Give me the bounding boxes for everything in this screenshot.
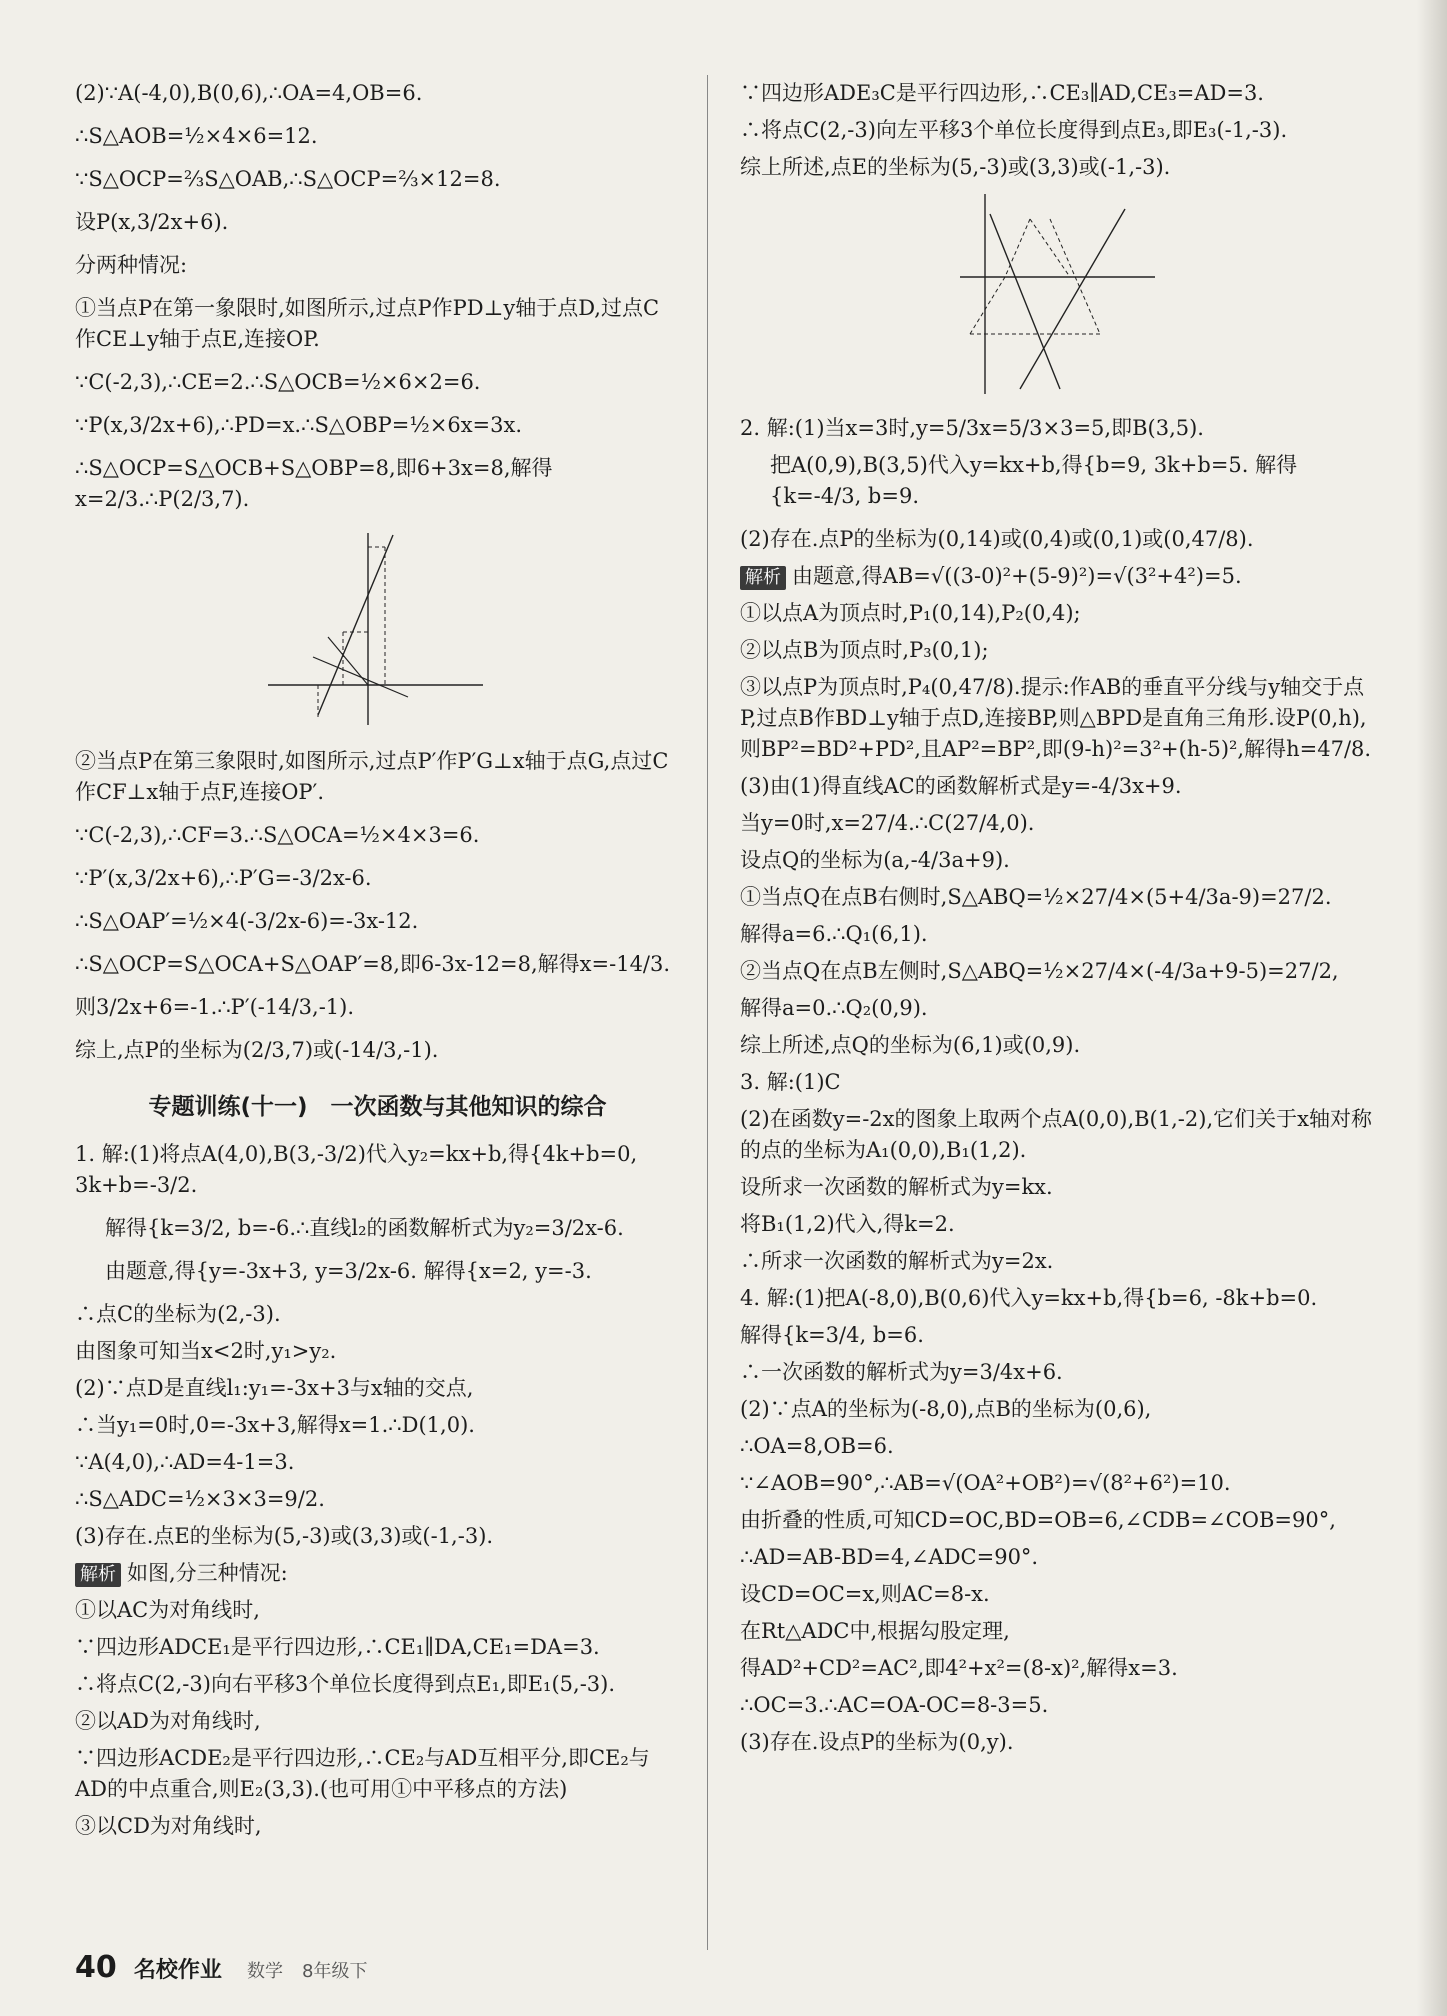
- text-line: ②以AD为对角线时,: [75, 1709, 261, 1733]
- text-line: ③以CD为对角线时,: [75, 1814, 262, 1838]
- text-line: ∵四边形ADE₃C是平行四边形,∴CE₃∥AD,CE₃=AD=3.: [740, 81, 1264, 105]
- text-line: 如图,分三种情况:: [127, 1561, 288, 1585]
- page-edge-shadow: [1417, 0, 1447, 2016]
- text-line: ∵P′(x,3/2x+6),∴P′G=-3/2x-6.: [75, 866, 372, 890]
- text-line: 综上,点P的坐标为(2/3,7)或(-14/3,-1).: [75, 1038, 439, 1062]
- text-line: (3)存在.点E的坐标为(5,-3)或(3,3)或(-1,-3).: [75, 1524, 494, 1548]
- text-line: ②以点B为顶点时,P₃(0,1);: [740, 638, 989, 662]
- text-line: 解得a=0.∴Q₂(0,9).: [740, 996, 928, 1020]
- text-line: 得AD²+CD²=AC²,即4²+x²=(8-x)²,解得x=3.: [740, 1656, 1178, 1680]
- section-heading: 专题训练(十一) 一次函数与其他知识的综合: [148, 1094, 607, 1120]
- right-column: [740, 78, 1380, 1764]
- text-line: ∴S△OCP=S△OCA+S△OAP′=8,即6-3x-12=8,解得x=-14/3.: [75, 952, 671, 976]
- analysis-line: [75, 1558, 680, 1589]
- text-line: 则3/2x+6=-1.∴P′(-14/3,-1).: [75, 995, 355, 1019]
- text-line: (3)存在.设点P的坐标为(0,y).: [740, 1730, 1014, 1754]
- text-line: (2)∵A(-4,0),B(0,6),∴OA=4,OB=6.: [75, 81, 423, 105]
- analysis-line: [740, 561, 1380, 592]
- text-line: ∵P(x,3/2x+6),∴PD=x.∴S△OBP=½×6x=3x.: [75, 413, 523, 437]
- text-line: ②当点Q在点B左侧时,S△ABQ=½×27/4×(-4/3a+9-5)=27/2,: [740, 959, 1339, 983]
- text-line: 由题意,得AB=√((3-0)²+(5-9)²)=√(3²+4²)=5.: [792, 564, 1242, 588]
- text-line: ∴一次函数的解析式为y=3/4x+6.: [740, 1360, 1063, 1384]
- analysis-tag: 解析: [75, 1563, 121, 1587]
- text-line: ∴S△AOB=½×4×6=12.: [75, 124, 318, 148]
- text-line: 当y=0时,x=27/4.∴C(27/4,0).: [740, 811, 1035, 835]
- text-line: ∴S△OAP′=½×4(-3/2x-6)=-3x-12.: [75, 909, 419, 933]
- text-line: 1. 解:(1)将点A(4,0),B(3,-3/2)代入y₂=kx+b,得{4k+b=0, 3k+b=-3/2.: [75, 1142, 644, 1197]
- text-line: (2)∵点A的坐标为(-8,0),点B的坐标为(0,6),: [740, 1397, 1152, 1421]
- text-line: ∴当y₁=0时,0=-3x+3,解得x=1.∴D(1,0).: [75, 1413, 475, 1437]
- text-line: ②当点P在第三象限时,如图所示,过点P′作P′G⊥x轴于点G,点过C作CF⊥x轴于点F,连接OP′.: [75, 749, 669, 804]
- subject-label: 数学: [246, 1961, 283, 1982]
- text-line: ∴OA=8,OB=6.: [740, 1434, 894, 1458]
- page-footer: [75, 1950, 382, 1985]
- text-line: 综上所述,点E的坐标为(5,-3)或(3,3)或(-1,-3).: [740, 155, 1171, 179]
- text-line: (2)∵点D是直线l₁:y₁=-3x+3与x轴的交点,: [75, 1376, 474, 1400]
- text-line: 分两种情况:: [75, 253, 188, 277]
- text-line: 由图象可知当x<2时,y₁>y₂.: [75, 1339, 337, 1363]
- text-line: ∵C(-2,3),∴CE=2.∴S△OCB=½×6×2=6.: [75, 370, 481, 394]
- text-line: ∵C(-2,3),∴CF=3.∴S△OCA=½×4×3=6.: [75, 823, 480, 847]
- text-line: ∴点C的坐标为(2,-3).: [75, 1302, 281, 1326]
- text-line: 2. 解:(1)当x=3时,y=5/3x=5/3×3=5,即B(3,5).: [740, 416, 1204, 440]
- text-line: 在Rt△ADC中,根据勾股定理,: [740, 1619, 1010, 1643]
- text-line: 解得{k=3/4, b=6.: [740, 1323, 924, 1347]
- text-line: 把A(0,9),B(3,5)代入y=kx+b,得{b=9, 3k+b=5. 解得{k=-4/3, b=9.: [770, 453, 1298, 508]
- text-line: 4. 解:(1)把A(-8,0),B(0,6)代入y=kx+b,得{b=6, -8k+b=0.: [740, 1286, 1318, 1310]
- text-line: ∵S△OCP=⅔S△OAB,∴S△OCP=⅔×12=8.: [75, 167, 501, 191]
- text-line: ∴OC=3.∴AC=OA-OC=8-3=5.: [740, 1693, 1049, 1717]
- text-line: ①当点Q在点B右侧时,S△ABQ=½×27/4×(5+4/3a-9)=27/2.: [740, 885, 1332, 909]
- left-column: [75, 78, 680, 1848]
- grade-label: 8年级下: [302, 1961, 368, 1982]
- figure-quadrant-graph: [258, 527, 498, 732]
- analysis-tag: 解析: [740, 566, 786, 590]
- text-line: ∵A(4,0),∴AD=4-1=3.: [75, 1450, 295, 1474]
- text-line: ∴S△OCP=S△OCB+S△OBP=8,即6+3x=8,解得x=2/3.∴P(2/3,7).: [75, 456, 553, 511]
- text-line: ∵四边形ACDE₂是平行四边形,∴CE₂与AD互相平分,即CE₂与AD的中点重合,则E₂(3,3).(也可用①中平移点的方法): [75, 1746, 650, 1801]
- text-line: 由题意,得{y=-3x+3, y=3/2x-6. 解得{x=2, y=-3.: [105, 1259, 592, 1283]
- book-name: 名校作业: [133, 1958, 222, 1983]
- text-line: 设所求一次函数的解析式为y=kx.: [740, 1175, 1053, 1199]
- text-line: 设点Q的坐标为(a,-4/3a+9).: [740, 848, 1010, 872]
- text-line: (3)由(1)得直线AC的函数解析式是y=-4/3x+9.: [740, 774, 1182, 798]
- text-line: 设P(x,3/2x+6).: [75, 210, 229, 234]
- text-line: ∵四边形ADCE₁是平行四边形,∴CE₁∥DA,CE₁=DA=3.: [75, 1635, 600, 1659]
- text-line: 由折叠的性质,可知CD=OC,BD=OB=6,∠CDB=∠COB=90°,: [740, 1508, 1336, 1532]
- text-line: ①以点A为顶点时,P₁(0,14),P₂(0,4);: [740, 601, 1081, 625]
- text-line: ∴将点C(2,-3)向右平移3个单位长度得到点E₁,即E₁(5,-3).: [75, 1672, 616, 1696]
- text-line: ①当点P在第一象限时,如图所示,过点P作PD⊥y轴于点D,过点C作CE⊥y轴于点E,连接OP.: [75, 296, 660, 351]
- text-line: ∵∠AOB=90°,∴AB=√(OA²+OB²)=√(8²+6²)=10.: [740, 1471, 1231, 1495]
- text-line: ③以点P为顶点时,P₄(0,47/8).提示:作AB的垂直平分线与y轴交于点P,过点B作BD⊥y轴于点D,连接BP,则△BPD是直角三角形.设P(0,h),则BP²=BD²+PD²,且AP²=BP²,即(9-h)²=3²+(h-5)²,解得h=47/8.: [740, 675, 1372, 761]
- text-line: (2)在函数y=-2x的图象上取两个点A(0,0),B(1,-2),它们关于x轴对称的点的坐标为A₁(0,0),B₁(1,2).: [740, 1107, 1372, 1162]
- text-line: 解得a=6.∴Q₁(6,1).: [740, 922, 928, 946]
- column-divider: [707, 75, 708, 1950]
- text-line: 解得{k=3/2, b=-6.∴直线l₂的函数解析式为y₂=3/2x-6.: [105, 1216, 624, 1240]
- text-line: 设CD=OC=x,则AC=8-x.: [740, 1582, 990, 1606]
- text-line: ∴将点C(2,-3)向左平移3个单位长度得到点E₃,即E₃(-1,-3).: [740, 118, 1288, 142]
- page-number: 40: [75, 1950, 117, 1985]
- text-line: ∴S△ADC=½×3×3=9/2.: [75, 1487, 325, 1511]
- text-line: 将B₁(1,2)代入,得k=2.: [740, 1212, 955, 1236]
- text-line: ①以AC为对角线时,: [75, 1598, 260, 1622]
- text-line: ∴AD=AB-BD=4,∠ADC=90°.: [740, 1545, 1039, 1569]
- figure-parallelogram-graph: [950, 189, 1170, 399]
- text-line: (2)存在.点P的坐标为(0,14)或(0,4)或(0,1)或(0,47/8).: [740, 527, 1254, 551]
- text-line: 3. 解:(1)C: [740, 1070, 841, 1094]
- text-line: 综上所述,点Q的坐标为(6,1)或(0,9).: [740, 1033, 1081, 1057]
- text-line: ∴所求一次函数的解析式为y=2x.: [740, 1249, 1054, 1273]
